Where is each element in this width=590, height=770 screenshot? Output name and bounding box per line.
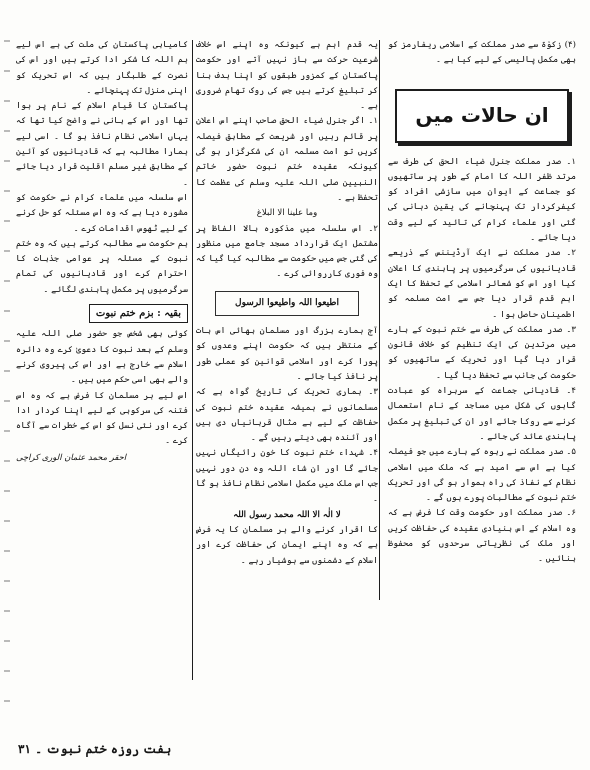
section-heading: ان حالات میں [395,89,569,143]
paragraph: کامیابی پاکستان کی ملت کی ہے اس لیے ہم اللہ کا شکر ادا کرتے ہیں اور اس کی نصرت کے طلبگار ہیں کہ اس تحریک کو اپنی منزل تک پہنچائے ۔ [16,40,188,96]
paragraph: ۶۔ صدر مملکت اور حکومت وقت کا فرض ہے کہ وہ اسلام کے اس بنیادی عقیدہ کی حفاظت کریں اور ملک کی نظریاتی سرحدوں کو محفوظ بنائیں ۔ [388,508,576,565]
right-column [388,38,576,568]
left-column [16,38,188,465]
column-divider [379,40,380,600]
author-signature: احقر محمد عثمان الوری کراچی [16,451,127,462]
paragraph: ۲۔ اس سلسلہ میں مذکورہ بالا الفاظ پر مشتمل ایک قرارداد مسجد جامع میں منظور کی گئی جس میں حکومت سے مطالبہ کیا گیا کہ وہ فوری کارروائی کرے ۔ [196,223,378,280]
scan-margin-marks [4,40,10,720]
paragraph: کوئی بھی شخص جو حضور صلی اللہ علیہ وسلم کے بعد نبوت کا دعویٰ کرے وہ دائرہ اسلام سے خارج ہے اور اس کی پیروی کرنے والے بھی اسی حکم میں ہیں ۔ [16,329,188,386]
paragraph: ۵۔ صدر مملکت نے ربوہ کے بارے میں جو فیصلہ کیا ہے اس سے امید ہے کہ ملک میں اسلامی نظام کے نفاذ کی راہ ہموار ہو گی اور تحریک ختم نبوت کے مطالبات پورے ہوں گے ۔ [388,447,576,504]
paragraph: اس سلسلہ میں علماء کرام نے حکومت کو مشورہ دیا ہے کہ وہ اس مسئلہ کو حل کرنے کے لیے ٹھوس اقدامات کرے ۔ [16,192,188,234]
paragraph: کا اقرار کرنے والے ہر مسلمان کا یہ فرض ہے کہ وہ اپنے ایمان کی حفاظت کرے اور اسلام کے دشمنوں سے ہوشیار رہے ۔ [196,524,378,566]
paragraph: اس لیے ہر مسلمان کا فرض ہے کہ وہ اس فتنہ کی سرکوبی کے لیے اپنا کردار ادا کرے اور نئی نسل کو اس کے خطرات سے آگاہ کرے ۔ [16,390,188,447]
middle-column [196,38,378,569]
paragraph: ۳۔ ہماری تحریک کی تاریخ گواہ ہے کہ مسلمانوں نے ہمیشہ عقیدہ ختم نبوت کی حفاظت کے لیے بے مثال قربانیاں دی ہیں اور آئندہ بھی دیتے رہیں گے ۔ [196,387,378,444]
paragraph: ۴۔ قادیانی جماعت کے سربراہ کو عبادت گاہوں کی شکل میں مساجد کے نام استعمال کرنے سے روکا جائے اور ان کی تبلیغ پر مکمل پابندی عائد کی جائے ۔ [388,386,576,442]
paragraph: ۱۔ اگر جنرل ضیاء الحق صاحب اپنے اس اعلان پر قائم رہیں اور شریعت کے مطابق فیصلہ کریں تو امت مسلمہ ان کی شکرگزار ہو گی کیونکہ عقیدہ ختم نبوت حضور خاتم النبیین صلی اللہ علیہ وسلم کی عظمت کا تحفظ ہے ۔ [196,116,378,203]
intro-note: (۴) زکوٰۃ سے صدر مملکت کے اسلامی ریفارمز کو بھی مکمل پالیسی کے لیے کیا ہے ۔ [388,40,576,66]
verse-box: اطیعوا اللہ واطیعوا الرسول [215,291,359,316]
series-label: بقیہ : بزم ختم نبوت [89,304,188,323]
paragraph: ۲۔ صدر مملکت نے ایک آرڈیننس کے ذریعے قادیانیوں کی سرگرمیوں پر پابندی کا اعلان کیا اور اس کو شعائر اسلامی کے تحفظ کا ایک اہم قدم قرار دیا جس سے امت مسلمہ کو اطمینان حاصل ہوا ۔ [388,248,576,320]
column-divider [192,40,193,680]
verse-end: وما علینا الا البلاغ [256,208,318,219]
paragraph: پاکستان کا قیام اسلام کے نام پر ہوا تھا اور اس کے بانی نے واضح کیا تھا کہ یہاں اسلامی نظام نافذ ہو گا ۔ اسی لیے ہمارا مطالبہ ہے کہ قادیانیوں کو آئین کے مطابق غیر مسلم اقلیت قرار دیا جائے ۔ [16,101,188,188]
page-footer: ہفت روزہ ختم نبوت ۔ ۳۱ [18,742,172,756]
paragraph: ۴۔ شہداء ختم نبوت کا خون رائیگاں نہیں جائے گا اور ان شاء اللہ وہ دن دور نہیں جب اس ملک میں مکمل اسلامی نظام نافذ ہو گا ۔ [196,448,378,505]
paragraph: ۳۔ صدر مملکت کی طرف سے ختم نبوت کے بارے میں مرتدین کی ایک تنظیم کو خلاف قانون قرار دیا گیا اور تحریک کے ساتھیوں کو حکومت کی جانب سے تحفظ دیا گیا ۔ [388,324,576,381]
paragraph: یہ قدم اہم ہے کیونکہ وہ اپنے اس خلاف شرعیت حرکت سے باز نہیں آتے اور حکومت پاکستان کے کمزور طبقوں کو اپنا ہدف بنا کر تبلیغ کرتے ہیں جس کی روک تھام ضروری ہے ۔ [196,40,378,112]
kalima-line: لا الٰہ الا اللہ محمد رسول اللہ [233,509,341,520]
paragraph: ۱۔ صدر مملکت جنرل ضیاء الحق کی طرف سے مرتد ظفر اللہ کا امام کے طور پر ساتھیوں کو جماعت کے ایوان میں سازشی افراد کو کیفرکردار تک پہنچانے کی یقین دہانی کی گئی اور علماء کرام کی تائید کے لیے وقت دیا جائے ۔ [388,156,576,244]
paragraph: ہم حکومت سے مطالبہ کرتے ہیں کہ وہ ختم نبوت کے مسئلہ پر عوامی جذبات کا احترام کرے اور قادیانیوں کی تمام سرگرمیوں پر مکمل پابندی لگائے ۔ [16,238,188,295]
paragraph: آج ہمارے بزرگ اور مسلمان بھائی اس بات کے منتظر ہیں کہ حکومت اپنے وعدوں کو پورا کرے اور اسلامی قوانین کو عملی طور پر نافذ کیا جائے ۔ [196,326,378,382]
